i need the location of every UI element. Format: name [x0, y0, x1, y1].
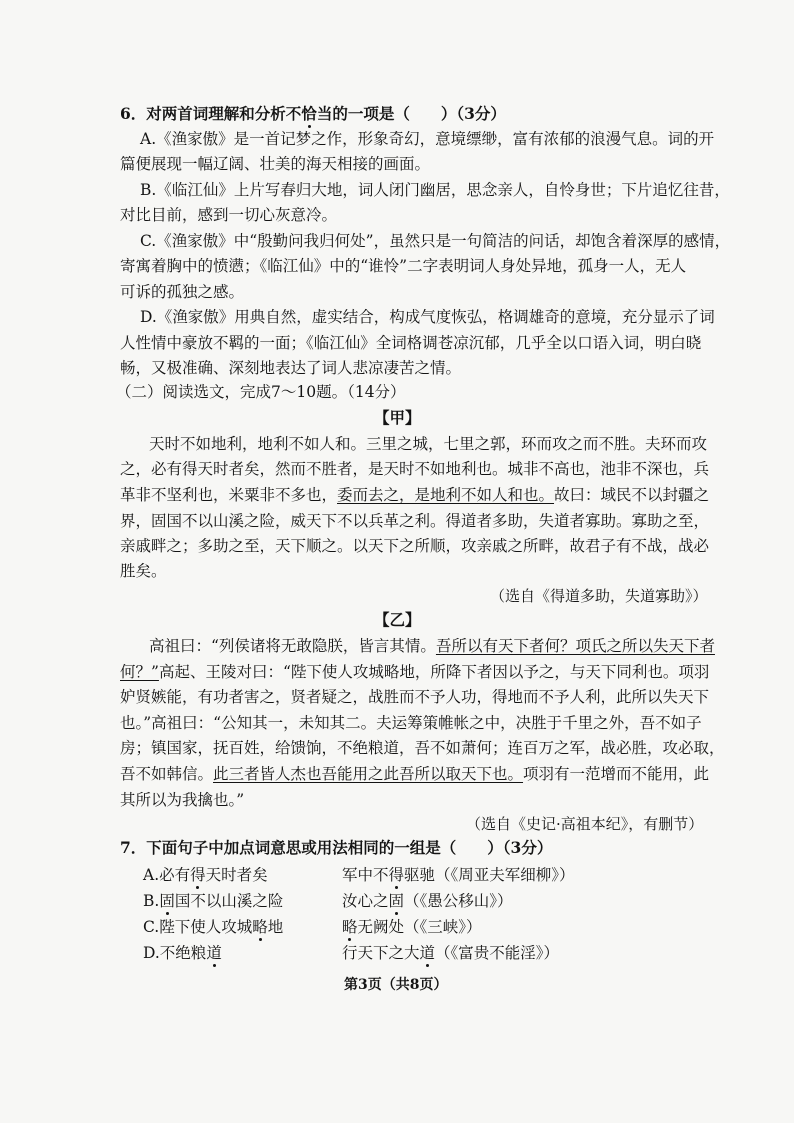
emphasis-dot-char: 固 [388, 892, 405, 910]
passage-jia-line: 之，必有得天时者矣，然而不胜者，是天时不如地利也。城非不高也，池非不深也，兵 [120, 460, 710, 478]
q7-option-d-left: D.不绝粮道 [143, 944, 222, 962]
passage-jia-heading: 【甲】 [374, 408, 421, 427]
passage-yi-line: 何？”高起、王陵对曰：“陛下使人攻城略地，所降下者因以予之，与天下同利也。项羽 [120, 663, 710, 681]
option-b-line-2: 对比目前，感到一切心灰意冷。 [120, 206, 338, 224]
q7-option-b-left: B.固国不以山溪之险 [143, 892, 284, 910]
passage-jia-line: 亲戚畔之；多助之至，天下顺之。以天下之所顺，攻亲戚之所畔，故君子有不战，战必 [120, 537, 710, 555]
q7-option-d-right: 行天下之大道（《富贵不能淫》） [342, 944, 560, 962]
option-c-line-2: 寄寓着胸中的愤懑；《临江仙》中的“谁怜”二字表明词人身处异地，孤身一人，无人 [120, 257, 687, 275]
passage-yi-line: 其所以为我擒也。” [120, 791, 245, 809]
passage-jia-line: 革非不坚利也，米粟非不多也，委而去之，是地利不如人和也。故曰：域民不以封疆之 [120, 486, 710, 504]
emphasis-dot-char: 道 [206, 944, 222, 962]
option-d-line-2: 人性情中豪放不羁的一面；《临江仙》全词格调苍凉沉郁，几乎全以口语入词，明白晓 [120, 334, 702, 352]
emphasis-dot-char: 得 [388, 866, 405, 884]
q7-option-c-left: C.陛下使人攻城略地 [143, 918, 284, 936]
q7-option-a-left: A.必有得天时者矣 [143, 866, 268, 884]
underlined-sentence: 吾所以有天下者何？项氏之所以失天下者 [435, 637, 715, 655]
passage-yi-line: 房；镇国家，抚百姓，给馈饷，不绝粮道，吾不如萧何；连百万之军，战必胜，攻必取， [120, 739, 725, 757]
underlined-sentence: 何？” [120, 663, 159, 681]
passage-yi-source: （选自《史记·高祖本纪》，有删节） [466, 815, 704, 833]
passage-yi-heading: 【乙】 [374, 610, 421, 629]
passage-jia-source: （选自《得道多助，失道寡助》） [490, 587, 708, 605]
section-2-heading: （二）阅读选文，完成7～10题。（14分） [116, 383, 406, 401]
option-d-line-3: 畅，又极准确、深刻地表达了词人悲凉凄苦之情。 [120, 359, 462, 377]
q7-option-c-right: 略无阙处（《三峡》） [342, 918, 482, 936]
question-6-stem: 6．对两首词理解和分析不恰当的一项是（ ）（3分） [120, 104, 506, 123]
question-7-stem: 7．下面句子中加点词意思或用法相同的一组是（ ）（3分） [120, 838, 553, 857]
option-a-line-1: A.《渔家傲》是一首记梦之作，形象奇幻，意境缥缈，富有浓郁的浪漫气息。词的开 [140, 130, 715, 148]
passage-yi-line: 也。”高祖曰：“公知其一，未知其二。夫运筹策帷帐之中，决胜于千里之外，吾不如子 [120, 714, 702, 732]
passage-jia-line: 胜矣。 [120, 562, 167, 580]
page-number-footer: 第3页（共8页） [344, 977, 448, 993]
underlined-sentence: 此三者皆人杰也吾能用之此吾所以取天下也。 [213, 765, 524, 783]
passage-yi-line: 妒贤嫉能，有功者害之，贤者疑之，战胜而不予人功，得地而不予人利，此所以失天下 [120, 688, 710, 706]
emphasis-dot-char: 固 [159, 892, 175, 910]
emphasis-dot-char: 略 [342, 918, 358, 936]
passage-yi-line: 高祖曰：“列侯诸将无敢隐朕，皆言其情。吾所以有天下者何？项氏之所以失天下者 [149, 637, 715, 655]
underlined-sentence: 委而去之，是地利不如人和也。 [337, 486, 555, 504]
option-c-line-3: 可诉的孤独之感。 [120, 283, 245, 301]
option-a-line-2: 篇便展现一幅辽阔、壮美的海天相接的画面。 [120, 155, 431, 173]
option-c-line-1: C.《渔家傲》中“殷勤问我归何处”，虽然只是一句简洁的问话，却饱含着深厚的感情， [140, 232, 731, 250]
passage-yi-line: 吾不如韩信。此三者皆人杰也吾能用之此吾所以取天下也。项羽有一范增而不能用，此 [120, 765, 710, 783]
emphasis-dot-char: 道 [419, 944, 436, 962]
emphasis-dot-char: 得 [190, 866, 206, 884]
q7-option-b-right: 汝心之固（《愚公移山》） [342, 892, 513, 910]
option-d-line-1: D.《渔家傲》用典自然，虚实结合，构成气度恢弘，格调雄奇的意境，充分显示了词 [140, 308, 715, 326]
option-b-line-1: B.《临江仙》上片写春归大地，词人闭门幽居，思念亲人，自怜身世；下片追忆往昔， [140, 181, 730, 199]
passage-jia-line: 界，固国不以山溪之险，威天下不以兵革之利。得道者多助，失道者寡助。寡助之至， [120, 512, 710, 530]
passage-jia-line: 天时不如地利，地利不如人和。三里之城，七里之郭，环而攻之而不胜。夫环而攻 [149, 435, 708, 453]
emphasis-dot-char: 略 [252, 918, 268, 936]
emphasis-dot-char: 恰 [301, 104, 317, 123]
q7-option-a-right: 军中不得驱驰（《周亚夫军细柳》） [342, 866, 575, 884]
